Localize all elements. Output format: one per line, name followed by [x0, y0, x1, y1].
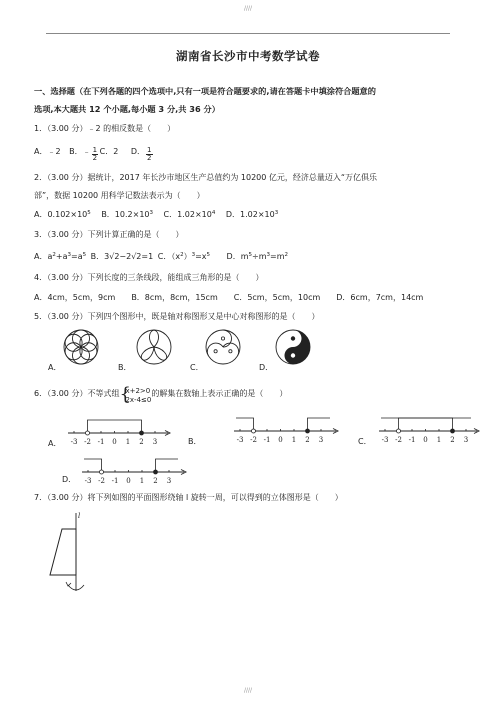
q2-option-c: C．$1.02\times 10^4$	[163, 210, 216, 219]
q6-label-b: B．	[188, 437, 202, 446]
solution-bracket	[84, 459, 102, 472]
header-rule	[46, 33, 450, 34]
q6-stem	[34, 384, 288, 405]
q5-figure-c-swirl	[204, 328, 242, 366]
q6-inequality-system: { x+2>0 2x-4≤0	[119, 384, 152, 405]
solution-bracket	[236, 418, 254, 431]
q1-option-d-fraction: $\frac{1}{2}$	[147, 145, 152, 162]
q6-number-line-a	[64, 413, 174, 449]
tick-label: 3	[152, 438, 158, 446]
solution-bracket	[399, 418, 472, 431]
tick-label: 2	[153, 477, 158, 485]
q6-label-d: D．	[62, 475, 77, 484]
tick-label: 1	[291, 436, 297, 444]
closed-endpoint	[451, 429, 455, 433]
q7-axis-label: l	[78, 512, 81, 520]
tick-label: 1	[436, 436, 442, 444]
q5-figure-b-trefoil	[135, 328, 173, 366]
tick-label: 3	[318, 436, 324, 444]
open-endpoint	[100, 470, 104, 474]
tick-label: -2	[84, 438, 91, 446]
closed-endpoint	[140, 431, 144, 435]
footer-mark: ////	[243, 687, 253, 694]
solution-bracket	[156, 459, 179, 472]
q3-option-a: A．$a^2+a^3=a^5$	[34, 252, 87, 261]
q1-option-c: C．2	[99, 147, 119, 156]
tick-label: -2	[98, 477, 105, 485]
section-heading-line1: 一、选择题（在下列各题的四个选项中,只有一项是符合题要求的,请在答题卡中填涂符合题意的	[34, 86, 376, 96]
q1-options	[34, 146, 154, 163]
q5-label-b: B．	[118, 363, 132, 372]
q5-stem: 5．（3.00 分）下列四个图形中，既是轴对称图形又是中心对称图形的是（ ）	[34, 312, 320, 321]
q4-stem: 4．（3.00 分）下列长度的三条线段，能组成三角形的是（ ）	[34, 273, 264, 282]
q5-figure-a-flower	[62, 328, 100, 366]
q2-option-b: B．$10.2\times 10^3$	[101, 210, 153, 219]
tick-label: 3	[463, 436, 469, 444]
q7-stem: 7．（3.00 分）将下列如图的平面图形绕轴 l 旋转一周，可以得到的立体图形是（ ）	[34, 493, 343, 502]
tick-label: -1	[111, 477, 119, 485]
q3-option-c: C．$(x^2)^3=x^5$	[157, 252, 210, 261]
closed-endpoint	[154, 470, 158, 474]
q1-option-d: D．	[130, 147, 146, 156]
q6-number-line-c	[375, 411, 483, 447]
tick-label: 1	[139, 477, 145, 485]
q6-stem-post: 的解集在数轴上表示正确的是（ ）	[151, 389, 288, 398]
open-endpoint	[86, 431, 90, 435]
q6-number-line-b	[230, 411, 342, 447]
tick-label: 2	[139, 438, 144, 446]
q1-option-b: B．﹣	[69, 147, 91, 156]
q3-stem: 3．（3.00 分）下列计算正确的是（ ）	[34, 230, 184, 239]
q5-label-c: C．	[190, 363, 204, 372]
solution-bracket	[308, 418, 331, 431]
tick-label: 0	[112, 438, 117, 446]
tick-label: -1	[263, 436, 271, 444]
closed-endpoint	[306, 429, 310, 433]
tick-label: 0	[278, 436, 283, 444]
q2-option-a: A．$0.102\times 10^5$	[34, 210, 91, 219]
tick-label: -3	[70, 438, 78, 446]
page-title: 湖南省长沙市中考数学试卷	[176, 49, 320, 63]
q4-options: A．4cm，5cm，9cm B．8cm，8cm，15cm C．5cm，5cm，10cm D．6cm，7cm，14cm	[34, 293, 424, 302]
q1-stem: 1．（3.00 分）﹣2 的相反数是（ ）	[34, 124, 176, 133]
q5-label-a: A．	[48, 363, 62, 372]
tick-label: 1	[125, 438, 131, 446]
q5-figure-d-yinyang	[274, 328, 312, 366]
q3-option-b: B．3√2−2√2=1	[90, 252, 154, 261]
q1-option-b-fraction: $\frac{1}{2}$	[92, 145, 98, 162]
open-endpoint	[252, 429, 256, 433]
tick-label: 2	[450, 436, 455, 444]
tick-label: 0	[126, 477, 131, 485]
tick-label: -2	[250, 436, 257, 444]
q5-label-d: D．	[259, 363, 274, 372]
q2-stem-line2: 部”，数据 10200 用科学记数法表示为（ ）	[34, 191, 205, 200]
tick-label: 3	[166, 477, 172, 485]
q6-label-a: A．	[48, 439, 62, 448]
tick-label: -2	[395, 436, 402, 444]
q6-number-line-d	[78, 452, 190, 488]
tick-label: -3	[84, 477, 92, 485]
tick-label: 2	[305, 436, 310, 444]
tick-label: -1	[97, 438, 105, 446]
header-mark: ////	[243, 5, 253, 12]
tick-label: -1	[408, 436, 416, 444]
q6-stem-pre: 6．（3.00 分）不等式组	[34, 389, 120, 398]
section-heading-line2: 选项,本大题共 12 个小题,每小题 3 分,共 36 分）	[34, 104, 220, 114]
open-endpoint	[397, 429, 401, 433]
q2-option-d: D．$1.02\times 10^3$	[225, 210, 279, 219]
q7-trapezoid-figure	[42, 505, 92, 600]
solution-bracket	[381, 418, 453, 431]
q2-stem-line1: 2．（3.00 分）据统计，2017 年长沙市地区生产总值约为 10200 亿元，经济总量迈入“万亿俱乐	[34, 173, 378, 182]
tick-label: 0	[423, 436, 428, 444]
tick-label: -3	[381, 436, 389, 444]
q3-options	[34, 251, 288, 262]
q1-option-a: A．﹣2	[34, 147, 61, 156]
q2-options	[34, 209, 278, 220]
tick-label: -3	[236, 436, 244, 444]
q3-option-d: D．$m^5\div m^3=m^2$	[226, 252, 288, 261]
q6-label-c: C．	[358, 437, 372, 446]
